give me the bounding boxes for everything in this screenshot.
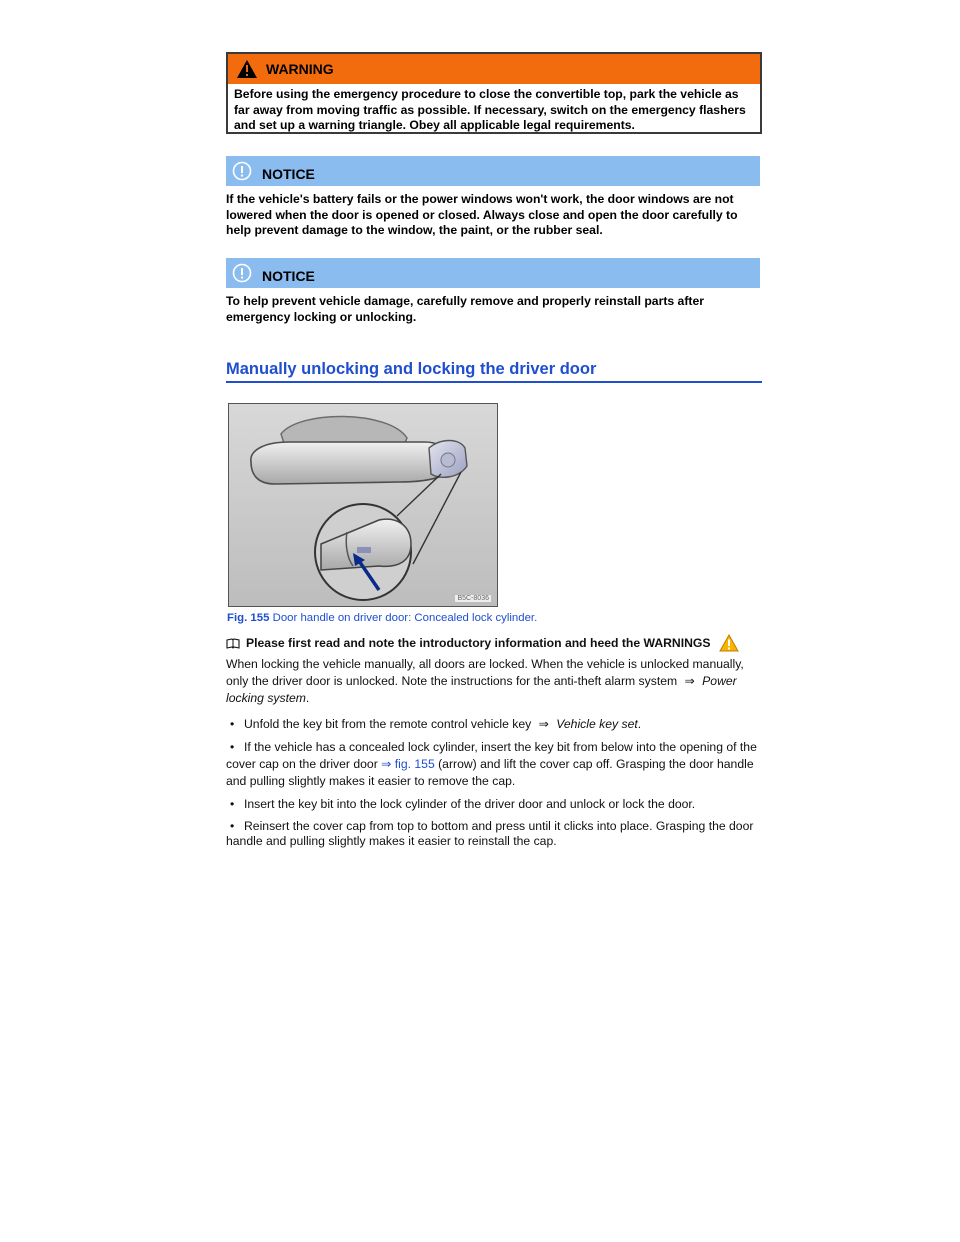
exclamation-circle-icon xyxy=(232,161,252,181)
list-item xyxy=(226,739,760,790)
notice-box-1 xyxy=(226,156,760,239)
step-text: If the vehicle has a concealed lock cylinder, insert the key bit from below into the opening of the cover cap on the driver door xyxy=(226,740,757,771)
notice-title-1: NOTICE xyxy=(262,166,315,182)
step-text: Insert the key bit into the lock cylinder of the driver door and unlock or lock the door. xyxy=(244,797,696,811)
section-heading: Manually unlocking and locking the driver door xyxy=(226,360,762,383)
read-first-note xyxy=(226,634,739,652)
intro-end: . xyxy=(305,691,310,705)
warning-title: WARNING xyxy=(266,61,334,77)
door-handle-figure xyxy=(228,403,498,607)
warning-triangle-icon xyxy=(236,59,258,79)
step-text: Reinsert the cover cap from top to bottom and press until it clicks into place. Grasping the door handle and pulling slightly makes it easier to reinstall the cap. xyxy=(226,819,754,848)
step-text-after: (arrow) and lift the cover cap off. Grasping the door handle and pulling slightly makes it easier to remove the cap. xyxy=(226,757,754,788)
figure-code: B5C-8036 xyxy=(457,595,489,602)
bullet: • xyxy=(230,740,235,754)
warning-box xyxy=(226,52,762,134)
notice-header-2 xyxy=(226,258,760,288)
figure-caption-label: Fig. 155 xyxy=(227,612,270,624)
intro-text: When locking the vehicle manually, all doors are locked. When the vehicle is unlocked manually, only the driver door is unlocked. Note the instructions for the anti-theft alarm system xyxy=(226,657,744,688)
vehicle-key-set-link[interactable]: Vehicle key set xyxy=(556,717,638,731)
fig-155-link[interactable]: fig. 155 xyxy=(394,757,435,771)
list-item xyxy=(226,819,760,849)
warning-triangle-icon xyxy=(719,634,739,652)
notice-box-2 xyxy=(226,258,760,325)
figure-caption xyxy=(227,612,537,624)
read-first-text: Please first read and note the introductory information and heed the WARNINGS xyxy=(246,636,711,650)
notice-text-1: If the vehicle's battery fails or the power windows won't work, the door windows are not lowered when the door is opened or closed. Always close and open the door carefully to help prevent damage to the window, the paint, or the rubber seal. xyxy=(226,192,738,237)
step-text: Unfold the key bit from the remote control vehicle key xyxy=(244,717,532,731)
notice-header-1 xyxy=(226,156,760,186)
xref-arrow: ⇒ xyxy=(684,674,695,688)
bullet: • xyxy=(230,819,235,833)
door-handle-illustration xyxy=(229,404,497,606)
warning-header xyxy=(228,54,760,84)
open-book-icon xyxy=(226,638,240,649)
figure-caption-text: Door handle on driver door: Concealed lock cylinder. xyxy=(272,612,538,624)
bullet: • xyxy=(230,797,235,811)
exclamation-circle-icon xyxy=(232,263,252,283)
procedure-steps xyxy=(226,717,760,856)
notice-title-2: NOTICE xyxy=(262,268,315,284)
xref-arrow: ⇒ xyxy=(381,757,392,771)
bullet: • xyxy=(230,717,235,731)
intro-paragraph xyxy=(226,656,760,707)
notice-text-2: To help prevent vehicle damage, carefully remove and properly reinstall parts after emergency locking or unlocking. xyxy=(226,294,704,324)
step-end: . xyxy=(637,717,642,731)
xref-arrow: ⇒ xyxy=(538,717,549,731)
list-item xyxy=(226,797,760,812)
list-item xyxy=(226,717,760,732)
warning-text: Before using the emergency procedure to close the convertible top, park the vehicle as far away from moving traffic as possible. If necessary, switch on the emergency flashers and set up a warning triangle. Obey all applicable legal requirements. xyxy=(234,87,746,132)
power-locking-link[interactable]: Power locking system xyxy=(226,674,737,705)
